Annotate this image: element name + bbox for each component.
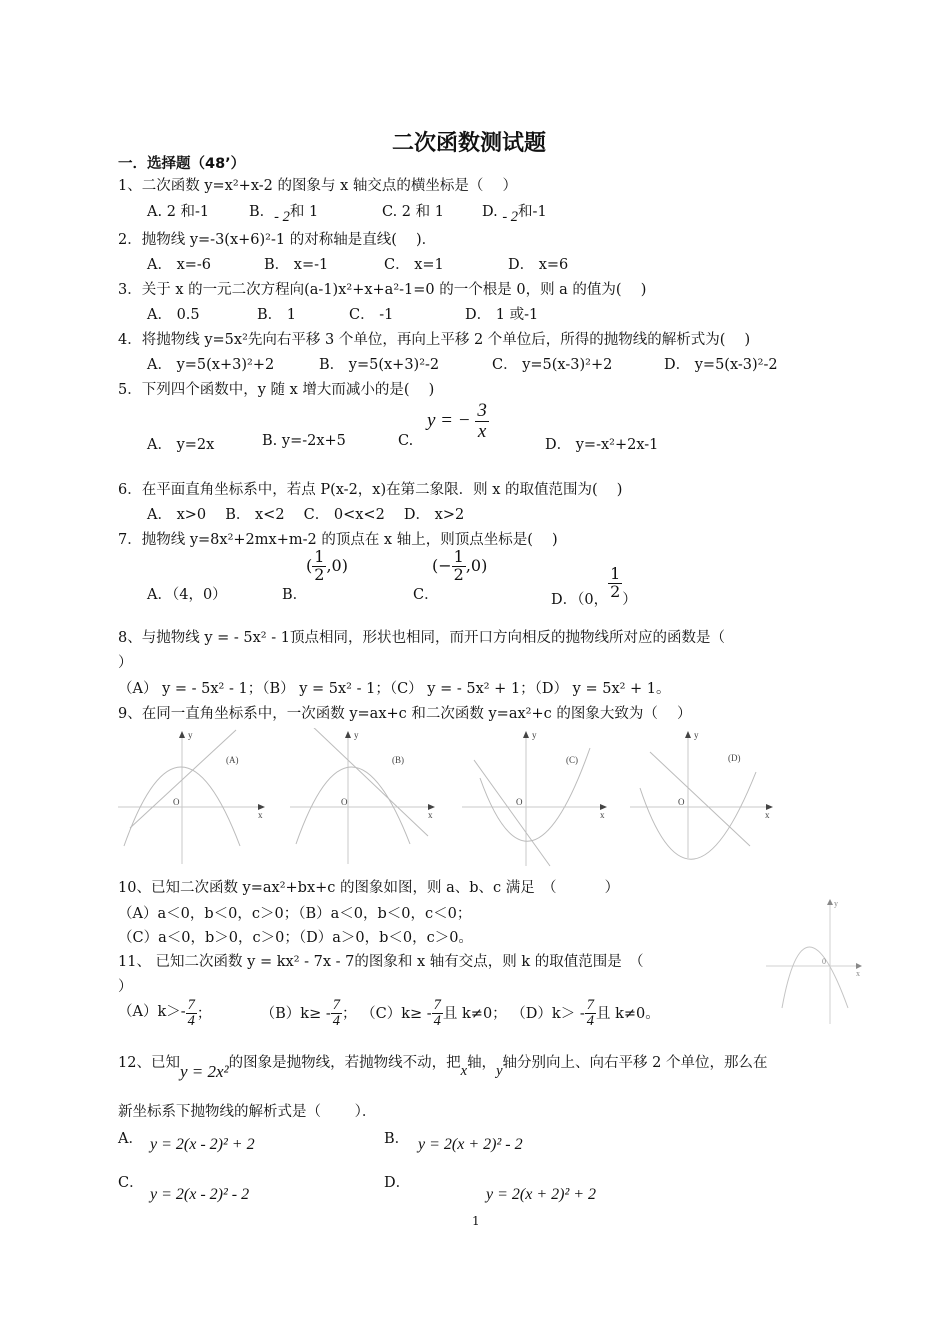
q1-option-d-num: - 2 — [502, 209, 519, 225]
q7-c-open: (− — [432, 555, 452, 575]
q5-option-c: C. — [398, 433, 414, 449]
q5-c-numerator: 3 — [477, 400, 487, 421]
q11-stem-end: ） — [118, 979, 133, 995]
q5-stem: 5．下列四个函数中，y 随 x 增大而减小的是( ) — [118, 382, 435, 398]
q7-d-text: D．（0， — [551, 592, 609, 609]
q9-graph-a — [118, 730, 262, 864]
q2-option-d: D． x=6 — [508, 257, 569, 273]
q10-graph — [760, 896, 870, 1026]
q11-a-sep: ； — [196, 1005, 212, 1022]
q11-c-num: 7 — [433, 997, 441, 1013]
q12-stem-line2: 新坐标系下抛物线的解析式是（ ）． — [118, 1104, 377, 1120]
q4-option-b: B． y=5(x+3)²-2 — [319, 357, 440, 373]
page-number: 1 — [472, 1214, 480, 1228]
q10-origin: 0 — [822, 957, 826, 966]
q3-option-c: C． -1 — [349, 307, 394, 323]
section-heading: 一．选择题（48’） — [118, 156, 246, 172]
q7-b-fraction — [312, 549, 326, 584]
q7-option-a: A．（4，0） — [147, 587, 227, 603]
q11-c-den: 4 — [433, 1013, 441, 1030]
q9-a-y-arrow-icon — [179, 731, 185, 738]
q12-option-b-label: B． — [384, 1131, 410, 1147]
q7-b-denominator: 2 — [314, 564, 325, 584]
q9-b-x-label: x — [428, 810, 433, 820]
q9-c-y-label: y — [532, 730, 537, 740]
q9-b-y-arrow-icon — [345, 731, 351, 738]
q12-option-a-label: A． — [118, 1131, 143, 1147]
q2-stem: 2．抛物线 y=-3(x+6)²-1 的对称轴是直线( )． — [118, 232, 437, 248]
q12-stem — [118, 1051, 768, 1081]
q11-option-b — [260, 997, 357, 1030]
q11-options — [118, 998, 660, 1029]
q7-d-fraction — [608, 566, 622, 601]
q8-options: （A） y = - 5x² - 1；（B） y = 5x² - 1；（C） y = - 5x² + 1；（D） y = 5x² + 1。 — [118, 681, 671, 697]
q9-graph-b — [290, 728, 432, 864]
q9-a-label: (A) — [226, 755, 239, 765]
q8-stem: 8、与抛物线 y = - 5x² - 1顶点相同，形状也相同，而开口方向相反的抛物线所对应的函数是（ — [118, 630, 725, 646]
q11-a-den: 4 — [187, 1013, 195, 1030]
q7-option-d — [551, 564, 637, 609]
q1-option-b — [249, 200, 319, 225]
q10-options-line1: （A）a＜0，b＜0，c＞0；（B）a＜0，b＜0，c＜0； — [118, 906, 472, 922]
q4-option-a: A． y=5(x+3)²+2 — [147, 357, 275, 373]
q4-stem: 4．将抛物线 y=5x²先向右平移 3 个单位，再向上平移 2 个单位后，所得的抛物线的解析式为( ) — [118, 332, 751, 348]
q11-stem: 11、 已知二次函数 y = kx² - 7x - 7的图象和 x 轴有交点，则 k 的取值范围是 （ — [118, 954, 644, 970]
q10-stem: 10、已知二次函数 y=ax²+bx+c 的图象如图，则 a、b、c 满足 （ ） — [118, 880, 620, 896]
q8-stem-end: ） — [118, 655, 133, 671]
q12-stem-mid2: 轴， — [467, 1055, 497, 1071]
q11-b-sep: ； — [342, 1005, 357, 1022]
q5-option-d: D． y=-x²+2x-1 — [545, 437, 659, 453]
q11-b-fraction — [331, 998, 342, 1029]
q1-option-d-label: D. — [482, 204, 498, 220]
q9-a-origin: O — [173, 797, 180, 807]
q12-option-c-label: C． — [118, 1175, 144, 1191]
q9-a-y-label: y — [188, 730, 193, 740]
q9-c-label: (C) — [566, 755, 578, 765]
q12-option-c: y = 2(x - 2)² - 2 — [150, 1186, 250, 1203]
q1-option-c: C. 2 和 1 — [382, 204, 444, 220]
q6-stem: 6．在平面直角坐标系中，若点 P(x-2，x)在第二象限．则 x 的取值范围为( ) — [118, 482, 623, 498]
q7-c-close: ,0) — [465, 555, 488, 575]
q9-a-x-label: x — [258, 810, 263, 820]
q7-d-close: ） — [622, 592, 637, 609]
q7-stem: 7．抛物线 y=8x²+2mx+m-2 的顶点在 x 轴上，则顶点坐标是( ) — [118, 532, 558, 548]
q12-stem-mid1: 的图象是抛物线，若抛物线不动，把 — [228, 1055, 461, 1071]
q7-c-fraction — [452, 549, 466, 584]
q11-b-den: 4 — [332, 1013, 340, 1030]
q9-d-x-label: x — [765, 810, 770, 820]
q3-option-b: B． 1 — [257, 307, 296, 323]
q9-c-y-arrow-icon — [523, 731, 529, 738]
q1-option-b-num: - 2 — [274, 209, 290, 225]
q9-c-origin: O — [516, 797, 523, 807]
q11-option-c — [361, 997, 507, 1030]
q7-c-numerator: 1 — [453, 547, 464, 566]
q11-d-fraction — [585, 998, 596, 1029]
q7-option-c-point — [432, 549, 487, 584]
q9-b-y-label: y — [354, 730, 359, 740]
q9-c-x-label: x — [600, 810, 605, 820]
q5-c-fraction — [475, 401, 489, 442]
q11-option-d — [511, 997, 660, 1030]
q9-stem: 9、在同一直角坐标系中，一次函数 y=ax+c 和二次函数 y=ax²+c 的图象大致为（ ） — [118, 706, 692, 722]
q3-option-a: A． 0.5 — [147, 307, 200, 323]
q11-a-fraction — [186, 998, 197, 1029]
q1-stem: 1、二次函数 y=x²+x-2 的图象与 x 轴交点的横坐标是（ ） — [118, 178, 517, 194]
q3-stem: 3．关于 x 的一元二次方程向(a-1)x²+x+a²-1=0 的一个根是 0，则 a 的值为( ) — [118, 282, 647, 298]
q4-option-d: D． y=5(x-3)²-2 — [664, 357, 778, 373]
q5-option-a: A． y=2x — [147, 437, 215, 453]
q2-option-c: C． x=1 — [384, 257, 444, 273]
q7-option-c-label: C． — [413, 587, 439, 603]
q12-formula: y = 2x² — [179, 1062, 229, 1081]
q9-b-label: (B) — [392, 755, 404, 765]
q9-d-origin: O — [678, 797, 685, 807]
q12-option-d-label: D． — [384, 1175, 411, 1191]
q11-d-num: 7 — [586, 997, 594, 1013]
q5-c-denominator: x — [477, 420, 487, 442]
q9-graphs — [110, 728, 790, 868]
q11-c-fraction — [432, 998, 443, 1029]
q10-y-arrow-icon — [827, 899, 833, 905]
page-title: 二次函数测试题 — [392, 131, 547, 156]
q12-x-var: x — [460, 1063, 468, 1079]
q11-b-text: （B）k≥ - — [260, 1005, 331, 1022]
q11-c-tail: 且 k≠0； — [442, 1005, 507, 1022]
q2-option-a: A． x=-6 — [147, 257, 212, 273]
q11-d-text: （D）k＞ - — [511, 1005, 585, 1022]
q12-option-d: y = 2(x + 2)² + 2 — [486, 1186, 597, 1203]
q7-option-b-label: B． — [282, 587, 308, 603]
q12-option-b: y = 2(x + 2)² - 2 — [418, 1136, 523, 1153]
q9-b-origin: O — [341, 797, 348, 807]
q11-d-den: 4 — [586, 1013, 594, 1030]
q9-graph-c — [462, 734, 604, 866]
q5-c-formula-left: y = − — [427, 409, 471, 431]
q11-a-num: 7 — [187, 997, 195, 1013]
q1-option-d-text: 和-1 — [518, 204, 547, 220]
q9-d-y-label: y — [694, 730, 699, 740]
q11-d-tail: 且 k≠0。 — [595, 1005, 660, 1022]
q10-x-label: x — [856, 969, 860, 978]
q10-y-label: y — [834, 899, 838, 908]
q5-option-c-formula — [427, 401, 489, 442]
q11-b-num: 7 — [332, 997, 340, 1013]
q7-d-denominator: 2 — [610, 581, 621, 601]
q7-b-numerator: 1 — [314, 547, 325, 566]
q1-option-b-text: 和 1 — [289, 204, 319, 220]
q7-option-b-point — [306, 549, 348, 584]
q9-graph-d — [630, 734, 770, 859]
q11-option-a — [118, 997, 212, 1030]
q12-option-a: y = 2(x - 2)² + 2 — [150, 1136, 255, 1153]
q3-option-d: D． 1 或-1 — [465, 307, 539, 323]
q4-option-c: C． y=5(x-3)²+2 — [492, 357, 613, 373]
q7-d-numerator: 1 — [610, 564, 621, 583]
q6-options: A． x>0 B． x<2 C． 0<x<2 D． x>2 — [147, 507, 465, 523]
q12-stem-post: 轴分别向上、向右平移 2 个单位，那么在 — [502, 1055, 768, 1071]
q7-c-denominator: 2 — [453, 564, 464, 584]
q7-b-open: ( — [306, 555, 313, 575]
q1-option-a: A. 2 和-1 — [147, 204, 210, 220]
q10-options-line2: （C）a＜0，b＞0，c＞0；（D）a＞0，b＜0，c＞0。 — [118, 930, 473, 946]
q12-stem-pre: 12、已知 — [118, 1055, 180, 1071]
q2-option-b: B． x=-1 — [264, 257, 329, 273]
q11-c-text: （C）k≥ - — [361, 1005, 432, 1022]
q12-y-var: y — [496, 1063, 503, 1079]
q1-option-d — [482, 200, 547, 225]
q9-d-y-arrow-icon — [685, 731, 691, 738]
q5-option-b: B. y=-2x+5 — [262, 433, 346, 449]
q9-d-label: (D) — [728, 753, 741, 763]
q11-a-text: （A）k＞- — [118, 1003, 186, 1020]
q7-b-close: ,0) — [326, 555, 348, 575]
q1-option-b-label: B． — [249, 204, 275, 220]
